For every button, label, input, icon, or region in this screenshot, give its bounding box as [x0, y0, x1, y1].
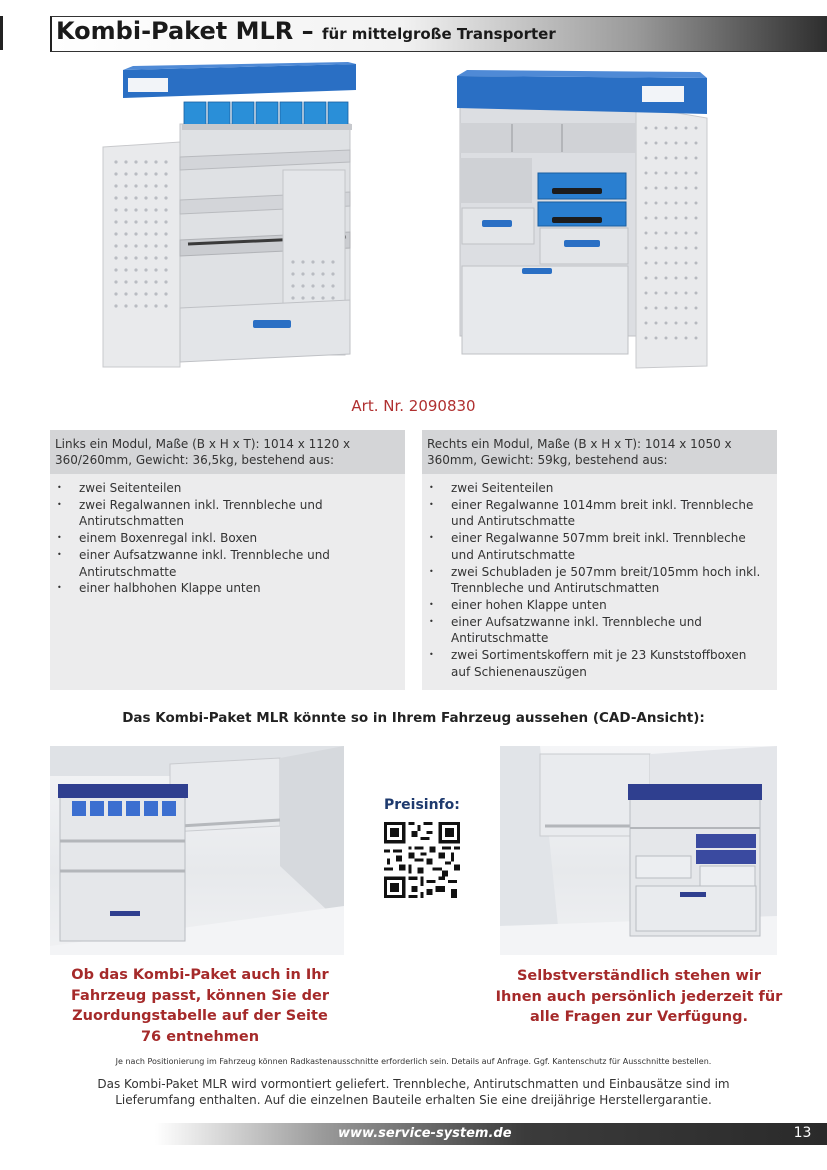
- right-module-heading: Rechts ein Modul, Maße (B x H x T): 1014 x 1050 x 360mm, Gewicht: 59kg, bestehend aus:: [422, 430, 777, 474]
- footer-website-link[interactable]: www.service-system.de: [338, 1126, 512, 1141]
- delivery-info-text: Das Kombi-Paket MLR wird vormontiert geliefert. Trennbleche, Antirutschmatten und Einbausätze sind im Lieferumfang enthalten. Auf die einzelnen Bauteile erhalten Sie eine dreijährige Herstellergarantie.: [97, 1077, 730, 1107]
- price-info-label: Preisinfo:: [384, 797, 460, 813]
- title-dash: –: [293, 17, 322, 45]
- list-item: • zwei Seitenteilen: [427, 480, 769, 497]
- product-image-left-module: [98, 62, 360, 372]
- page-title: [56, 17, 556, 45]
- left-module-items: [55, 480, 397, 597]
- cad-image-right: [500, 746, 777, 955]
- left-module-heading: Links ein Modul, Maße (B x H x T): 1014 x 1120 x 360/260mm, Gewicht: 36,5kg, bestehend aus:: [50, 430, 405, 474]
- page-number: 13: [793, 1125, 812, 1141]
- list-item: • zwei Schubladen je 507mm breit/105mm hoch inkl. Trennbleche und Antirutschmatten: [427, 564, 769, 597]
- left-module-list-box: [50, 474, 405, 690]
- list-item: • zwei Sortimentskoffern mit je 23 Kunststoffboxen auf Schienenauszügen: [427, 647, 769, 680]
- list-item: • einer Aufsatzwanne inkl. Trennbleche und Antirutschmatte: [55, 547, 397, 580]
- cad-image-left: [50, 746, 344, 955]
- right-module-list-box: [422, 474, 777, 690]
- list-item: • einer Aufsatzwanne inkl. Trennbleche und Antirutschmatte: [427, 614, 769, 647]
- list-item: • zwei Regalwannen inkl. Trennbleche und Antirutschmatten: [55, 497, 397, 530]
- right-module-items: [427, 480, 769, 680]
- cad-heading: Das Kombi-Paket MLR könnte so in Ihrem Fahrzeug aussehen (CAD-Ansicht):: [122, 710, 705, 726]
- header-left-rule: [0, 16, 3, 50]
- list-item: • einer hohen Klappe unten: [427, 597, 769, 614]
- wheel-arch-note: Je nach Positionierung im Fahrzeug können Radkastenausschnitte erforderlich sein. Details auf Anfrage. Ggf. Kantenschutz für Ausschnitte bestellen.: [115, 1057, 712, 1066]
- title-subtitle: für mittelgroße Transporter: [321, 25, 556, 43]
- list-item: • einer Regalwanne 507mm breit inkl. Trennbleche und Antirutschmatte: [427, 530, 769, 563]
- title-main: Kombi-Paket MLR: [56, 17, 294, 45]
- list-item: • einem Boxenregal inkl. Boxen: [55, 530, 397, 547]
- list-item: • einer Regalwanne 1014mm breit inkl. Trennbleche und Antirutschmatte: [427, 497, 769, 530]
- qr-code-icon[interactable]: [384, 822, 460, 898]
- list-item: • zwei Seitenteilen: [55, 480, 397, 497]
- list-item: • einer halbhohen Klappe unten: [55, 580, 397, 597]
- contact-note: Selbstverständlich stehen wir Ihnen auch persönlich jederzeit für alle Fragen zur Verfügung.: [495, 968, 783, 1025]
- product-image-right-module: [452, 68, 714, 374]
- article-number: Art. Nr. 2090830: [351, 397, 476, 415]
- fit-check-note: Ob das Kombi-Paket auch in Ihr Fahrzeug passt, können Sie der Zuordungstabelle auf der Seite 76 entnehmen: [71, 967, 329, 1045]
